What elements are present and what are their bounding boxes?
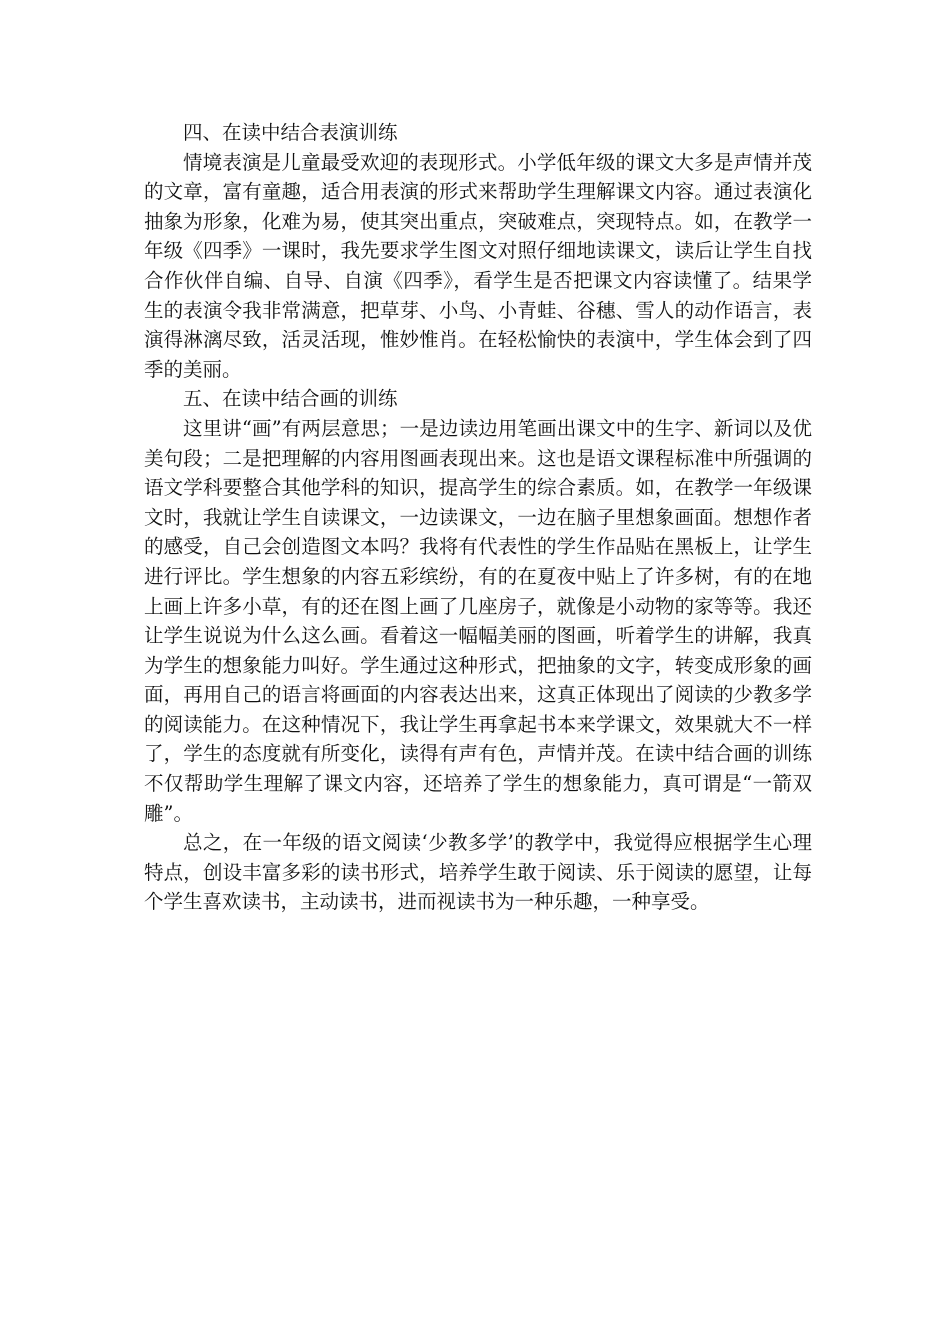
paragraph-drawing: 这里讲“画”有两层意思；一是边读边用笔画出课文中的生字、新词以及优美句段；二是把理解的内容用图画表现出来。这也是语文课程标准中所强调的语文学科要整合其他学科的知识，提高学生的综合素质。如，在教学一年级课文时，我就让学生自读课文，一边读课文，一边在脑子里想象画面。想想作者的感受，自己会创造图文本吗？我将有代表性的学生作品贴在黑板上，让学生进行评比。学生想象的内容五彩缤纷，有的在夏夜中贴上了许多树，有的在地上画上许多小草，有的还在图上画了几座房子，就像是小动物的家等等。我还让学生说说为什么这么画。看着这一幅幅美丽的图画，听着学生的讲解，我真为学生的想象能力叫好。学生通过这种形式，把抽象的文字，转变成形象的画面，再用自己的语言将画面的内容表达出来，这真正体现出了阅读的少教多学的阅读能力。在这种情况下，我让学生再拿起书本来学课文，效果就大不一样了，学生的态度就有所变化，读得有声有色，声情并茂。在读中结合画的训练不仅帮助学生理解了课文内容，还培养了学生的想象能力，真可谓是“一箭双雕”。 xyxy=(144,416,812,825)
paragraph-conclusion: 总之，在一年级的语文阅读‘少教多学’的教学中，我觉得应根据学生心理特点，创设丰富多彩的读书形式，培养学生敢于阅读、乐于阅读的愿望，让每个学生喜欢读书，主动读书，进而视读书为一种乐趣，一种享受。 xyxy=(144,831,812,914)
section-heading-5: 五、在读中结合画的训练 xyxy=(183,387,398,411)
document-body xyxy=(144,118,812,917)
paragraph-performance: 情境表演是儿童最受欢迎的表现形式。小学低年级的课文大多是声情并茂的文章，富有童趣，适合用表演的形式来帮助学生理解课文内容。通过表演化抽象为形象，化难为易，使其突出重点，突破难点，突现特点。如，在教学一年级《四季》一课时，我先要求学生图文对照仔细地读课文，读后让学生自找合作伙伴自编、自导、自演《四季》，看学生是否把课文内容读懂了。结果学生的表演令我非常满意，把草芽、小鸟、小青蛙、谷穗、雪人的动作语言，表演得淋漓尽致，活灵活现，惟妙惟肖。在轻松愉快的表演中，学生体会到了四季的美丽。 xyxy=(144,150,812,381)
section-heading-4: 四、在读中结合表演训练 xyxy=(183,121,398,144)
